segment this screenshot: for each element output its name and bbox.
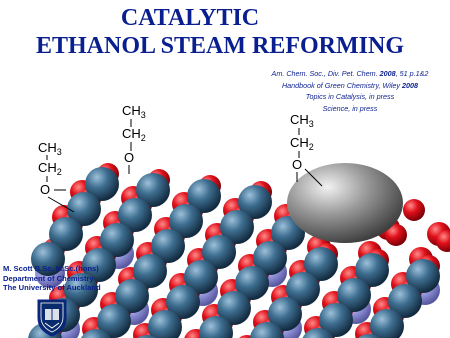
author-department: Department of Chemistry [3, 273, 94, 283]
svg-text:O: O [124, 150, 135, 165]
svg-text:CH3: $CH_3$ [122, 103, 146, 120]
svg-text:CH2: $CH_2$ [38, 160, 62, 177]
ethoxy-middle [122, 103, 146, 174]
svg-text:CH2: $CH_2$ [122, 126, 146, 143]
title-line-2: ETHANOL STEAM REFORMING [35, 33, 405, 59]
oxygen-atom [403, 199, 425, 221]
svg-text:CH3: $CH_3$ [38, 140, 62, 157]
reference-3: Topics in Catalysis, in press [305, 92, 395, 101]
svg-text:O: O [292, 157, 303, 172]
author-block [3, 264, 101, 293]
svg-text:CH2: $CH_2$ [290, 135, 314, 152]
reference-2: Handbook of Green Chemistry, Wiley 2008 [281, 80, 419, 90]
author-name: M. Scott B.Sc. M.Sc.(hons) [3, 264, 99, 273]
ethoxy-left [38, 140, 74, 212]
title-line-1: CATALYTIC [120, 5, 260, 31]
reference-1: Am. Chem. Soc., Div. Pet. Chem. 2008, 51 p.1&2 [271, 69, 429, 78]
metal-nanoparticle [287, 163, 403, 243]
svg-text:O: O [40, 182, 51, 197]
author-university: The University of Auckland [3, 283, 101, 292]
svg-text:CH3: $CH_3$ [290, 112, 314, 129]
reference-4: Science, in press [322, 103, 378, 113]
